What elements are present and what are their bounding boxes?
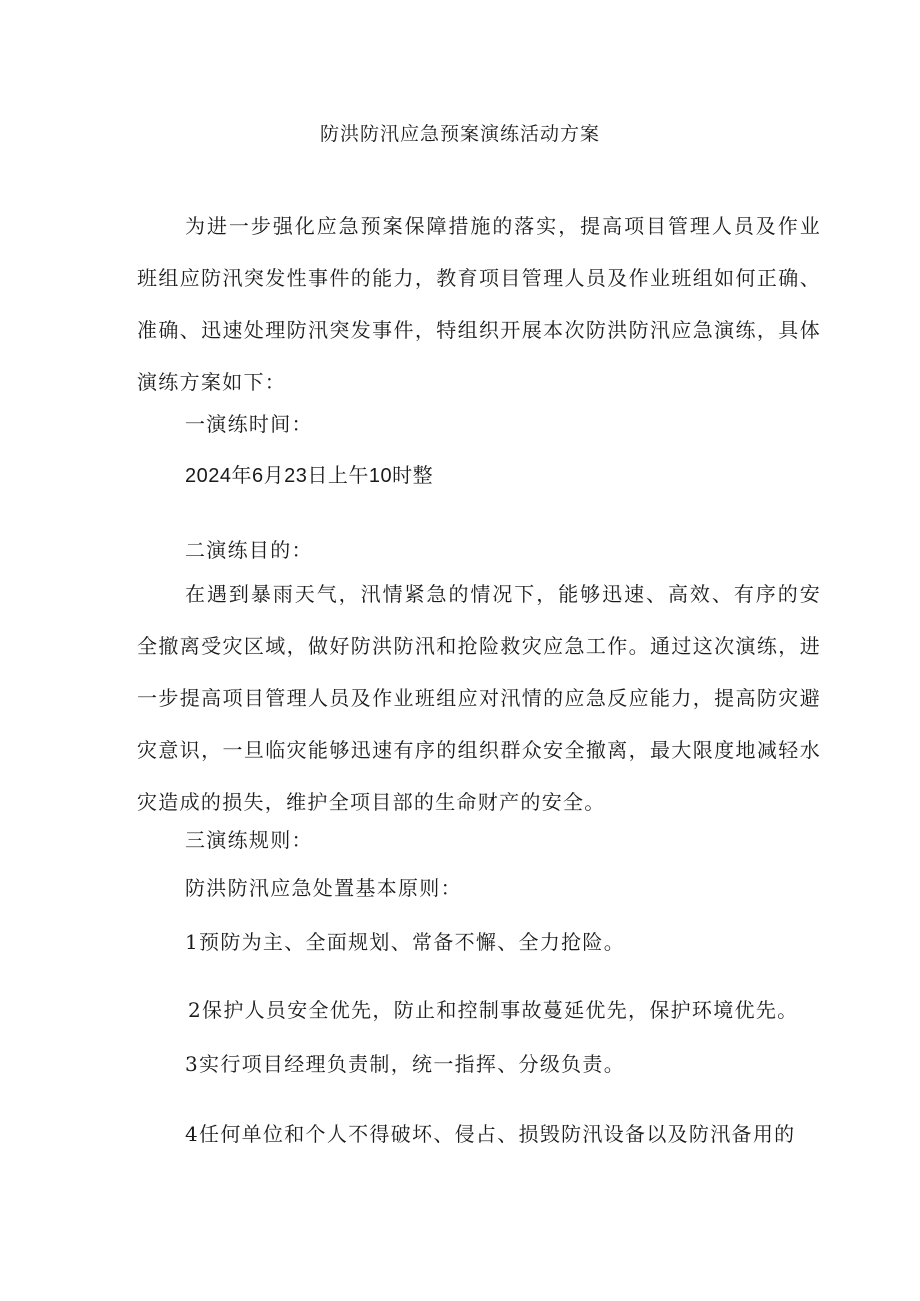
document-title: 防洪防汛应急预案演练活动方案	[319, 123, 600, 145]
section2-paragraph: 在遇到暴雨天气，汛情紧急的情况下，能够迅速、高效、有序的安全撤离受灾区域，做好防洪防汛和抢险救灾应急工作。通过这次演练，进一步提高项目管理人员及作业班组应对汛情的应急反应能力，提高防灾避灾意识，一旦临灾能够迅速有序的组织群众安全撤离，最大限度地减轻水灾造成的损失，维护全项目部的生命财产的安全。	[137, 582, 821, 814]
rule-item: 2保护人员安全优先，防止和控制事故蔓延优先，保护环境优先。	[188, 998, 799, 1022]
intro-paragraph: 为进一步强化应急预案保障措施的落实，提高项目管理人员及作业班组应防汛突发性事件的能力，教育项目管理人员及作业班组如何正确、准确、迅速处理防汛突发事件，特组织开展本次防洪防汛应急演练，具体演练方案如下：	[137, 214, 821, 394]
section3-heading: 三演练规则：	[185, 828, 313, 852]
section1-heading: 一演练时间：	[185, 412, 313, 436]
rule-item: 4任何单位和个人不得破坏、侵占、损毁防汛设备以及防汛备用的	[185, 1122, 796, 1146]
section3-subheading: 防洪防汛应急处置基本原则：	[185, 876, 462, 900]
section2-heading: 二演练目的：	[185, 538, 313, 562]
rule-item: 1预防为主、全面规划、常备不懈、全力抢险。	[185, 930, 626, 954]
rule-item: 3实行项目经理负责制，统一指挥、分级负责。	[185, 1052, 626, 1076]
section1-value: 2024年6月23日上午10时整	[185, 465, 434, 487]
